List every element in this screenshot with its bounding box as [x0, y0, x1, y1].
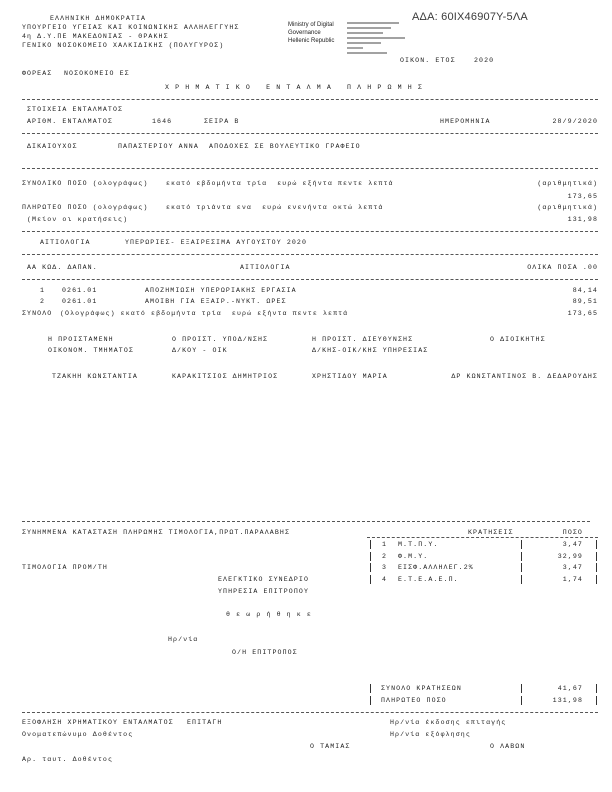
org-line-ministry: ΥΠΟΥΡΓΕΙΟ ΥΓΕΙΑΣ ΚΑΙ ΚΟΙΝΩΝΙΚΗΣ ΑΛΛΗΛΕΓΓΥΗΣ — [22, 24, 240, 31]
expense-row-code: 0261.01 — [62, 298, 98, 305]
audit-approved: θ ε ω ρ ή θ η κ ε — [226, 611, 312, 618]
settlement-payment-date: Ηρ/νία εξόφλησης — [390, 731, 471, 738]
deductions-header: ΚΡΑΤΗΣΕΙΣ — [468, 529, 514, 536]
order-number-label: ΑΡΙΘΜ. ΕΝΤΑΛΜΑΤΟΣ — [27, 118, 113, 125]
deduction-no: 4 — [382, 576, 388, 583]
expense-row-description: ΑΜΟΙΒΗ ΓΙΑ ΕΞΑΙΡ.-ΝΥΚΤ. ΩΡΕΣ — [145, 298, 287, 305]
justification-label: ΑΙΤΙΟΛΟΓΙΑ — [40, 239, 91, 246]
deductions-amount-header: ΠΟΣΟ — [562, 529, 583, 536]
attachments-label: ΣΥΝΗΜΜΕΝΑ ΚΑΤΑΣΤΑΣΗ ΠΛΗΡΩΜΗΣ ΤΙΜΟΛΟΓΙΑ,ΠΡΩΤ.ΠΑΡΑΛΑΒΗΣ — [22, 529, 291, 536]
deductions-total: 41,67 — [557, 685, 583, 692]
table-border — [370, 684, 371, 693]
expense-total-words: (Ολογράφως) εκατό εβδομήντα τρία ευρώ εξήντα πεντε λεπτά — [60, 310, 349, 317]
settlement-label: ΕΞΟΦΛΗΣΗ ΧΡΗΜΑΤΙΚΟΥ ΕΝΤΑΛΜΑΤΟΣ — [22, 719, 174, 726]
expense-row-aa: 2 — [40, 298, 46, 305]
expense-total-amount: 173,65 — [567, 310, 598, 317]
beneficiary-value: ΠΑΠΑΣΤΕΡΙΟΥ ΑΝΝΑ ΑΠΟΔΟΧΕΣ ΣΕ ΒΟΥΛΕΥΤΙΚΟ ΓΡΑΦΕΙΟ — [118, 143, 361, 150]
total-amount-words: εκατό εβδομήντα τρία ευρώ εξήντα πεντε λεπτά — [166, 180, 394, 187]
divider — [22, 168, 598, 169]
expense-row-amount: 89,51 — [572, 298, 598, 305]
order-section-label: ΣΤΟΙΧΕΙΑ ΕΝΤΑΛΜΑΤΟΣ — [27, 106, 124, 113]
order-number: 1646 — [152, 118, 173, 125]
audit-court: ΕΛΕΓΚΤΙΚΟ ΣΥΝΕΔΡΙΟ — [218, 576, 310, 583]
agency-label: ΦΟΡΕΑΣ — [22, 70, 53, 77]
table-border — [596, 540, 597, 549]
expense-total-label: ΣΥΝΟΛΟ — [22, 310, 53, 317]
signatory-subtitle: ΟΙΚΟΝΟΜ. ΤΜΗΜΑΤΟΣ — [48, 347, 134, 354]
divider — [22, 133, 598, 134]
deduction-no: 2 — [382, 553, 388, 560]
table-border — [521, 563, 522, 572]
table-border — [521, 540, 522, 549]
numeric-label: (αριθμητικά) — [537, 204, 598, 211]
expense-column-header: ΑΑ ΚΩΔ. ΔΑΠΑΝ. — [27, 264, 98, 271]
divider — [22, 279, 598, 280]
divider — [22, 521, 590, 522]
table-border — [370, 696, 371, 705]
deduction-amount: 32,99 — [557, 553, 583, 560]
payable-amount: 131,98 — [567, 216, 598, 223]
numeric-label: (αριθμητικά) — [537, 180, 598, 187]
audit-date-label: Ηρ/νία — [168, 636, 199, 643]
fiscal-year: 2020 — [474, 57, 495, 64]
deduction-name: Μ.Τ.Π.Υ. — [398, 541, 439, 548]
deduction-amount: 3,47 — [562, 541, 583, 548]
deductions-note: (Μείον οι κρατήσεις) — [27, 216, 129, 223]
signatory-subtitle: Δ/ΚΗΣ-ΟΙΚ/ΚΗΣ ΥΠΗΡΕΣΙΑΣ — [312, 347, 429, 354]
table-border — [596, 552, 597, 561]
org-line-republic: ΕΛΛΗΝΙΚΗ ΔΗΜΟΚΡΑΤΙΑ — [50, 15, 147, 22]
expense-row-code: 0261.01 — [62, 287, 98, 294]
divider — [22, 231, 598, 232]
order-series: ΣΕΙΡΑ Β — [204, 118, 240, 125]
expense-column-header: ΑΙΤΙΟΛΟΓΙΑ — [240, 264, 291, 271]
settlement-recipient: Ο ΛΑΒΩΝ — [490, 743, 526, 750]
signatory-name: ΔΡ ΚΩΝΣΤΑΝΤΙΝΟΣ Β. ΔΕΔΑΡΟΥΔΗΣ — [451, 373, 598, 380]
invoices-label: ΤΙΜΟΛΟΓΙΑ ΠΡΟΜ/ΤΗ — [22, 564, 108, 571]
order-date: 28/9/2020 — [552, 118, 598, 125]
table-border — [370, 552, 371, 561]
signatory-name: ΧΡΗΣΤΙΔΟΥ ΜΑΡΙΑ — [312, 373, 388, 380]
org-line-health-region: 4η Δ.Υ.ΠΕ ΜΑΚΕΔΟΝΙΑΣ - ΘΡΑΚΗΣ — [22, 33, 169, 40]
divider — [22, 99, 598, 100]
signatory-title: Η ΠΡΟΙΣΤ. ΔΙΕΥΘΥΝΣΗΣ — [312, 336, 414, 343]
table-border — [596, 696, 597, 705]
table-border — [596, 575, 597, 584]
divider — [22, 712, 598, 713]
expense-row-description: ΑΠΟΖΗΜΙΩΣΗ ΥΠΕΡΩΡΙΑΚΗΣ ΕΡΓΑΣΙΑ — [145, 287, 297, 294]
expense-row-amount: 84,14 — [572, 287, 598, 294]
deduction-no: 3 — [382, 564, 388, 571]
signatory-title: Η ΠΡΟΙΣΤΑΜΕΝΗ — [48, 336, 114, 343]
deduction-name: ΕΙΣΦ.ΑΛΛΗΛΕΓ.2% — [398, 564, 474, 571]
divider — [22, 254, 598, 255]
signatory-title: Ο ΔΙΟΙΚΗΤΗΣ — [490, 336, 546, 343]
settlement-cashier: Ο ΤΑΜΙΑΣ — [310, 743, 351, 750]
expense-row-aa: 1 — [40, 287, 46, 294]
audit-service: ΥΠΗΡΕΣΙΑ ΕΠΙΤΡΟΠΟΥ — [218, 588, 310, 595]
signatory-name: ΚΑΡΑΚΙΤΣΙΟΣ ΔΗΜΗΤΡΙΟΣ — [172, 373, 279, 380]
table-border — [370, 575, 371, 584]
table-border — [370, 563, 371, 572]
signatory-title: Ο ΠΡΟΙΣΤ. ΥΠΟΔ/ΝΣΗΣ — [172, 336, 269, 343]
table-border — [521, 684, 522, 693]
deductions-total-label: ΣΥΝΟΛΟ ΚΡΑΤΗΣΕΩΝ — [381, 685, 462, 692]
signatory-subtitle: Δ/ΚΟΥ - ΟΙΚ — [172, 347, 228, 354]
deduction-name: Ε.Τ.Ε.Α.Ε.Π. — [398, 576, 459, 583]
digital-signature-details — [347, 21, 407, 55]
fiscal-year-label: ΟΙΚΟΝ. ΕΤΟΣ — [400, 57, 456, 64]
table-border — [596, 684, 597, 693]
expense-column-header: ΟΛΙΚΑ ΠΟΣΑ .00 — [527, 264, 598, 271]
table-border — [521, 696, 522, 705]
settlement-payee-name: Ονοματεπώνυμο Δοθέντος — [22, 731, 134, 738]
digital-signature-line: Hellenic Republic — [288, 38, 335, 44]
deduction-name: Φ.Μ.Υ. — [398, 553, 429, 560]
table-border — [596, 563, 597, 572]
beneficiary-label: ΔΙΚΑΙΟΥΧΟΣ — [27, 143, 78, 150]
digital-signature-line: Ministry of Digital — [288, 22, 334, 28]
divider — [367, 537, 598, 538]
justification-value: ΥΠΕΡΩΡΙΕΣ- ΕΞΑΙΡΕΣΙΜΑ ΑΥΓΟΥΣΤΟΥ 2020 — [125, 239, 308, 246]
deduction-amount: 3,47 — [562, 564, 583, 571]
table-border — [521, 575, 522, 584]
total-amount: 173,65 — [567, 193, 598, 200]
org-line-hospital: ΓΕΝΙΚΟ ΝΟΣΟΚΟΜΕΙΟ ΧΑΛΚΙΔΙΚΗΣ (ΠΟΛΥΓΥΡΟΣ) — [22, 42, 225, 49]
ada-code: ΑΔΑ: 60IX46907Y-5ΛΑ — [412, 11, 528, 23]
payable-amount-words: εκατό τριάντα ενα ευρώ ενενήντα οκτώ λεπτά — [166, 204, 384, 211]
document-title: Χ Ρ Η Μ Α Τ Ι Κ Ο Ε Ν Τ Α Λ Μ Α Π Λ Η Ρ Ω Μ Η Σ — [165, 84, 423, 91]
settlement-cheque: ΕΠΙΤΑΓΗ — [187, 719, 223, 726]
table-border — [370, 540, 371, 549]
deduction-no: 1 — [382, 541, 388, 548]
signatory-name: ΤΖΑΚΗΗ ΚΩΝΣΤΑΝΤΙΑ — [52, 373, 138, 380]
order-date-label: ΗΜΕΡΟΜΗΝΙΑ — [440, 118, 491, 125]
agency: ΝΟΣΟΚΟΜΕΙΟ ΕΣ — [64, 70, 130, 77]
deduction-amount: 1,74 — [562, 576, 583, 583]
digital-signature-line: Governance — [288, 30, 321, 36]
audit-commissioner: Ο/Η ΕΠΙΤΡΟΠΟΣ — [232, 649, 298, 656]
settlement-cheque-issue-date: Ηρ/νία έκδοσης επιταγής — [390, 719, 507, 726]
settlement-payee-id: Αρ. ταυτ. Δοθέντος — [22, 756, 114, 763]
deductions-payable-label: ΠΛΗΡΩΤΕΟ ΠΟΣΟ — [381, 697, 447, 704]
deductions-payable: 131,98 — [552, 697, 583, 704]
payable-amount-label: ΠΛΗΡΩΤΕΟ ΠΟΣΟ (ολογράφως) — [22, 204, 149, 211]
table-border — [521, 552, 522, 561]
total-amount-label: ΣΥΝΟΛΙΚΟ ΠΟΣΟ (ολογράφως) — [22, 180, 149, 187]
